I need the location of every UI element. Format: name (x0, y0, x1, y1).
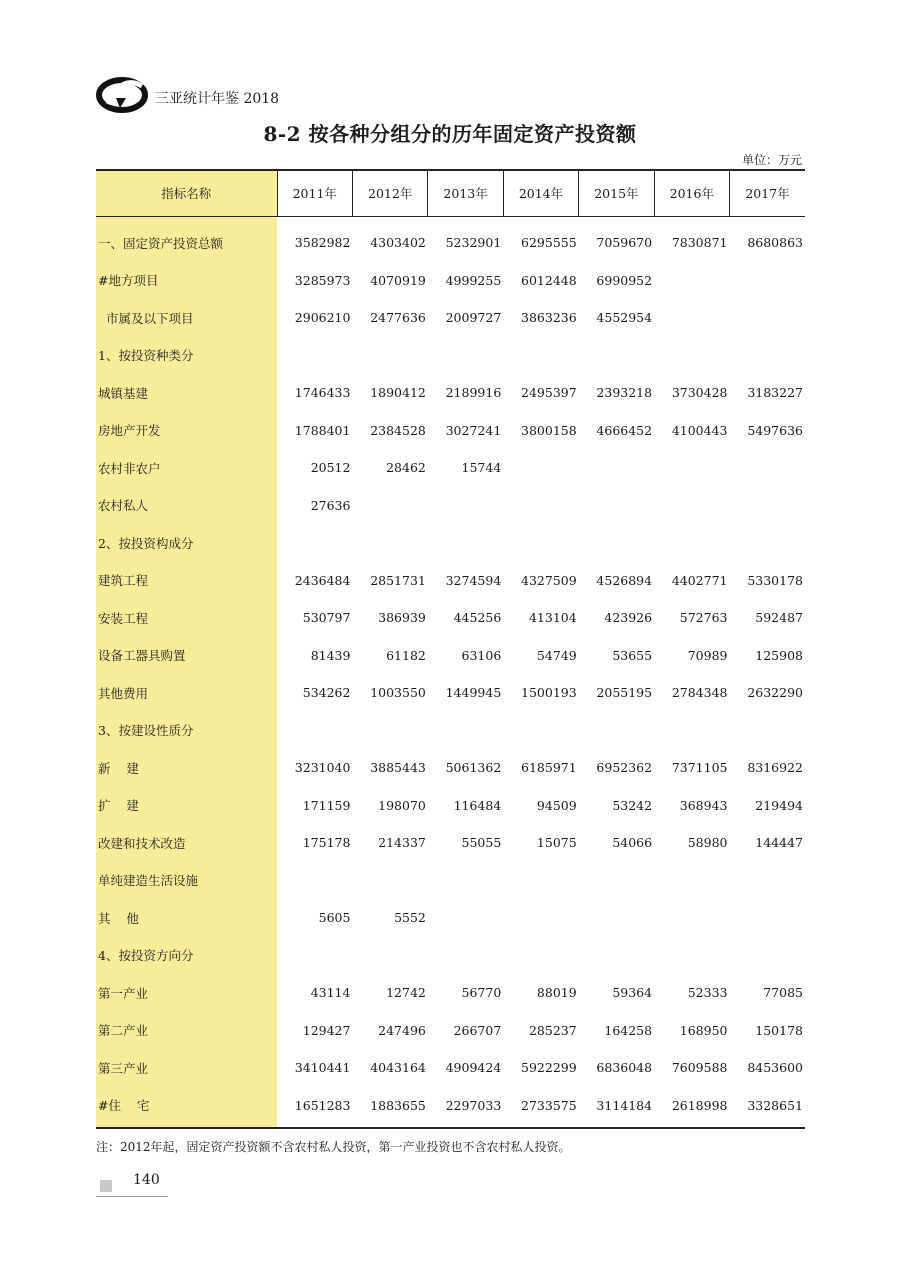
row-value (277, 937, 352, 975)
table-row (96, 637, 805, 675)
row-value: 3885443 (370, 760, 426, 776)
row-value: 164258 (604, 1022, 653, 1038)
row-value: 3582982 (294, 235, 351, 251)
row-value: 6012448 (521, 272, 577, 288)
row-value: 150178 (755, 1022, 803, 1038)
row-value (428, 337, 503, 375)
row-value (654, 937, 729, 975)
row-value: 20512 (310, 460, 351, 476)
row-value (277, 337, 352, 375)
row-value: 53655 (612, 647, 653, 663)
table-row (96, 674, 805, 712)
row-value (428, 937, 503, 975)
row-value: 59364 (612, 985, 653, 1001)
row-value (579, 524, 654, 562)
row-value: 1890412 (370, 385, 426, 401)
row-value (428, 524, 503, 562)
row-value: 214337 (378, 835, 426, 851)
column-header-year: 2011年 (277, 170, 352, 216)
row-label: 其他费用 (98, 685, 149, 701)
row-value (352, 862, 427, 900)
row-value: 54066 (612, 835, 653, 851)
row-value: 1788401 (294, 422, 351, 438)
table-row (96, 337, 805, 375)
table-row (96, 749, 805, 787)
row-value (352, 712, 427, 750)
row-value (277, 862, 352, 900)
row-value: 572763 (679, 610, 728, 626)
row-value (428, 899, 503, 937)
row-value: 2297033 (445, 1097, 502, 1113)
row-label: 新 建 (98, 760, 139, 776)
column-header-year: 2013年 (428, 170, 503, 216)
row-label: 城镇基建 (98, 385, 149, 401)
row-value: 2784348 (671, 685, 728, 701)
row-value: 55055 (461, 835, 502, 851)
row-value: 3800158 (521, 422, 577, 438)
row-value (730, 337, 806, 375)
page-marker (100, 1180, 112, 1192)
row-value (277, 712, 352, 750)
row-label: #地方项目 (98, 273, 159, 289)
row-value (503, 862, 578, 900)
row-label: 单纯建造生活设施 (98, 873, 199, 889)
table-row (96, 824, 805, 862)
row-value: 8316922 (747, 760, 803, 776)
row-value: 1746433 (294, 385, 351, 401)
row-value: 56770 (461, 985, 502, 1001)
row-value: 6990952 (596, 272, 653, 288)
row-label: 4、按投资方向分 (98, 948, 194, 964)
row-value (579, 899, 654, 937)
row-value (730, 524, 806, 562)
row-value: 3231040 (294, 760, 351, 776)
column-header-year: 2017年 (730, 170, 806, 216)
row-value: 368943 (679, 797, 728, 813)
row-value: 15744 (461, 460, 502, 476)
table-row (96, 712, 805, 750)
row-value: 592487 (755, 610, 803, 626)
row-value: 1449945 (445, 685, 502, 701)
row-value: 2632290 (747, 685, 803, 701)
row-label: 市属及以下项目 (98, 310, 194, 326)
row-value: 413104 (528, 610, 577, 626)
row-value: 61182 (386, 647, 426, 663)
row-label: 2、按投资构成分 (98, 535, 194, 551)
header-row (96, 170, 805, 216)
row-label: 其 他 (98, 910, 139, 926)
row-value (579, 487, 654, 525)
column-header-year: 2014年 (503, 170, 578, 216)
row-value: 4999255 (445, 272, 502, 288)
row-value: 2055195 (596, 685, 653, 701)
row-value (428, 862, 503, 900)
row-value: 7059670 (596, 235, 653, 251)
row-value (654, 862, 729, 900)
row-value: 266707 (453, 1022, 502, 1038)
row-value: 7830871 (671, 235, 728, 251)
row-label: 3、按建设性质分 (98, 723, 194, 739)
row-value: 53242 (612, 797, 653, 813)
table-row (96, 1012, 805, 1050)
table-row (96, 224, 805, 262)
row-value: 175178 (302, 835, 351, 851)
column-header-year: 2016年 (654, 170, 729, 216)
row-value: 6295555 (521, 235, 577, 251)
row-value: 6836048 (596, 1060, 653, 1076)
row-value: 77085 (763, 985, 803, 1001)
row-value: 144447 (755, 835, 803, 851)
row-label: 1、按投资种类分 (98, 348, 194, 364)
row-value: 4303402 (370, 235, 426, 251)
row-value (503, 937, 578, 975)
row-value: 2393218 (596, 385, 653, 401)
row-value (730, 862, 806, 900)
row-value: 2436484 (294, 572, 351, 588)
row-value: 168950 (679, 1022, 728, 1038)
row-value: 8453600 (747, 1060, 803, 1076)
table-row (96, 449, 805, 487)
table-row (96, 262, 805, 300)
investment-table (96, 170, 805, 1124)
row-value: 4043164 (370, 1060, 426, 1076)
page-number-rule (96, 1196, 168, 1197)
row-value (352, 937, 427, 975)
row-value: 5061362 (445, 760, 502, 776)
row-value: 5922299 (521, 1060, 577, 1076)
table-title: 8-2 按各种分组分的历年固定资产投资额 (263, 122, 637, 146)
row-value (654, 712, 729, 750)
row-value (654, 487, 729, 525)
unit-label: 单位：万元 (741, 153, 802, 167)
row-value: 7371105 (671, 760, 728, 776)
row-value: 3183227 (747, 385, 803, 401)
row-value (428, 487, 503, 525)
row-value: 4070919 (370, 272, 426, 288)
table-row (96, 599, 805, 637)
table-row (96, 937, 805, 975)
row-value (352, 524, 427, 562)
row-value: 28462 (386, 460, 426, 476)
row-value (730, 487, 806, 525)
row-value: 1500193 (521, 685, 577, 701)
row-value: 5232901 (445, 235, 502, 251)
row-value: 63106 (461, 647, 502, 663)
row-value: 171159 (302, 797, 351, 813)
row-label: 房地产开发 (98, 423, 161, 439)
row-label: #住 宅 (98, 1098, 150, 1114)
row-value (654, 899, 729, 937)
row-value: 116484 (453, 797, 502, 813)
row-value: 125908 (755, 647, 803, 663)
row-value (579, 937, 654, 975)
row-label: 第一产业 (98, 985, 149, 1001)
row-value: 4552954 (596, 310, 653, 326)
row-value: 54749 (536, 647, 577, 663)
table-row (96, 1087, 805, 1125)
row-value: 2384528 (370, 422, 426, 438)
row-value: 70989 (687, 647, 728, 663)
row-value (730, 299, 806, 337)
row-value: 94509 (536, 797, 577, 813)
row-label: 安装工程 (98, 610, 149, 626)
row-value (503, 712, 578, 750)
row-value: 6185971 (521, 760, 577, 776)
table-row (96, 787, 805, 825)
row-value: 2495397 (521, 385, 577, 401)
table-row (96, 412, 805, 450)
row-value (730, 899, 806, 937)
row-value: 4666452 (596, 422, 653, 438)
row-value: 3027241 (445, 422, 502, 438)
row-value: 12742 (386, 985, 426, 1001)
row-value: 2851731 (370, 572, 426, 588)
row-label: 扩 建 (98, 798, 139, 814)
row-value (730, 262, 806, 300)
row-value: 3274594 (445, 572, 502, 588)
table-row (96, 487, 805, 525)
row-value: 129427 (302, 1022, 351, 1038)
row-value: 2009727 (445, 310, 502, 326)
yearbook-logo (96, 74, 148, 114)
row-label: 农村私人 (98, 498, 149, 514)
row-value: 88019 (536, 985, 577, 1001)
table-row (96, 524, 805, 562)
row-value: 2906210 (294, 310, 351, 326)
table-row (96, 299, 805, 337)
row-value: 5497636 (747, 422, 803, 438)
row-value: 1003550 (370, 685, 426, 701)
row-label: 第三产业 (98, 1060, 149, 1076)
spacer-row (96, 216, 805, 224)
row-value: 52333 (687, 985, 728, 1001)
row-value: 58980 (687, 835, 728, 851)
row-value (654, 299, 729, 337)
row-value (428, 712, 503, 750)
table-row (96, 374, 805, 412)
row-value: 3114184 (596, 1097, 653, 1113)
row-value: 6952362 (596, 760, 653, 776)
row-value: 219494 (755, 797, 803, 813)
row-value: 2733575 (521, 1097, 577, 1113)
footnote: 注：2012年起，固定资产投资额不含农村私人投资，第一产业投资也不含农村私人投资。 (96, 1140, 571, 1154)
row-value (579, 337, 654, 375)
row-value: 530797 (302, 610, 351, 626)
row-value: 198070 (378, 797, 426, 813)
row-value: 2189916 (445, 385, 502, 401)
row-label: 一、固定资产投资总额 (98, 235, 224, 251)
row-value (654, 337, 729, 375)
table-row (96, 862, 805, 900)
row-value (503, 487, 578, 525)
yearbook-title: 三亚统计年鉴 2018 (155, 91, 280, 107)
row-label: 第二产业 (98, 1023, 149, 1039)
row-value: 4526894 (596, 572, 653, 588)
row-value (503, 524, 578, 562)
row-value: 4100443 (671, 422, 728, 438)
row-value: 423926 (604, 610, 653, 626)
row-value (503, 899, 578, 937)
row-value: 27636 (310, 497, 351, 513)
row-label: 设备工器具购置 (98, 648, 186, 664)
table-row (96, 899, 805, 937)
row-value (654, 449, 729, 487)
row-value (654, 524, 729, 562)
column-header-year: 2012年 (352, 170, 427, 216)
row-value: 3730428 (671, 385, 728, 401)
row-value: 3410441 (294, 1060, 351, 1076)
row-value: 15075 (536, 835, 577, 851)
row-value (654, 262, 729, 300)
table-row (96, 974, 805, 1012)
row-value (352, 487, 427, 525)
page-number: 140 (133, 1172, 160, 1188)
row-value (730, 937, 806, 975)
row-label: 建筑工程 (98, 573, 149, 589)
table-body (96, 216, 805, 1124)
table-bottom-rule (96, 1127, 805, 1129)
row-value: 43114 (310, 985, 351, 1001)
row-value (503, 337, 578, 375)
row-value: 1883655 (370, 1097, 426, 1113)
row-value: 1651283 (294, 1097, 351, 1113)
row-value: 5330178 (747, 572, 803, 588)
row-label: 改建和技术改造 (98, 835, 186, 851)
row-value (277, 524, 352, 562)
row-value: 4402771 (671, 572, 728, 588)
row-value (579, 712, 654, 750)
row-value: 445256 (453, 610, 502, 626)
row-value (730, 712, 806, 750)
table-row (96, 562, 805, 600)
row-label: 农村非农户 (98, 460, 161, 476)
row-value: 81439 (310, 647, 351, 663)
row-value: 7609588 (671, 1060, 728, 1076)
row-value: 3863236 (521, 310, 577, 326)
row-value (352, 337, 427, 375)
row-value (579, 862, 654, 900)
table-row (96, 1049, 805, 1087)
row-value (503, 449, 578, 487)
row-value: 4909424 (445, 1060, 502, 1076)
row-value: 534262 (302, 685, 351, 701)
row-value: 247496 (378, 1022, 426, 1038)
row-value: 386939 (378, 610, 426, 626)
row-value: 3328651 (747, 1097, 803, 1113)
row-value: 5552 (394, 910, 426, 926)
column-header-name: 指标名称 (161, 186, 212, 201)
row-value: 5605 (318, 910, 351, 926)
row-value: 2477636 (370, 310, 426, 326)
row-value: 4327509 (521, 572, 577, 588)
row-value: 2618998 (671, 1097, 728, 1113)
row-value: 8680863 (747, 235, 803, 251)
row-value: 285237 (528, 1022, 577, 1038)
row-value (579, 449, 654, 487)
row-value (730, 449, 806, 487)
row-value: 3285973 (294, 272, 351, 288)
column-header-year: 2015年 (579, 170, 654, 216)
